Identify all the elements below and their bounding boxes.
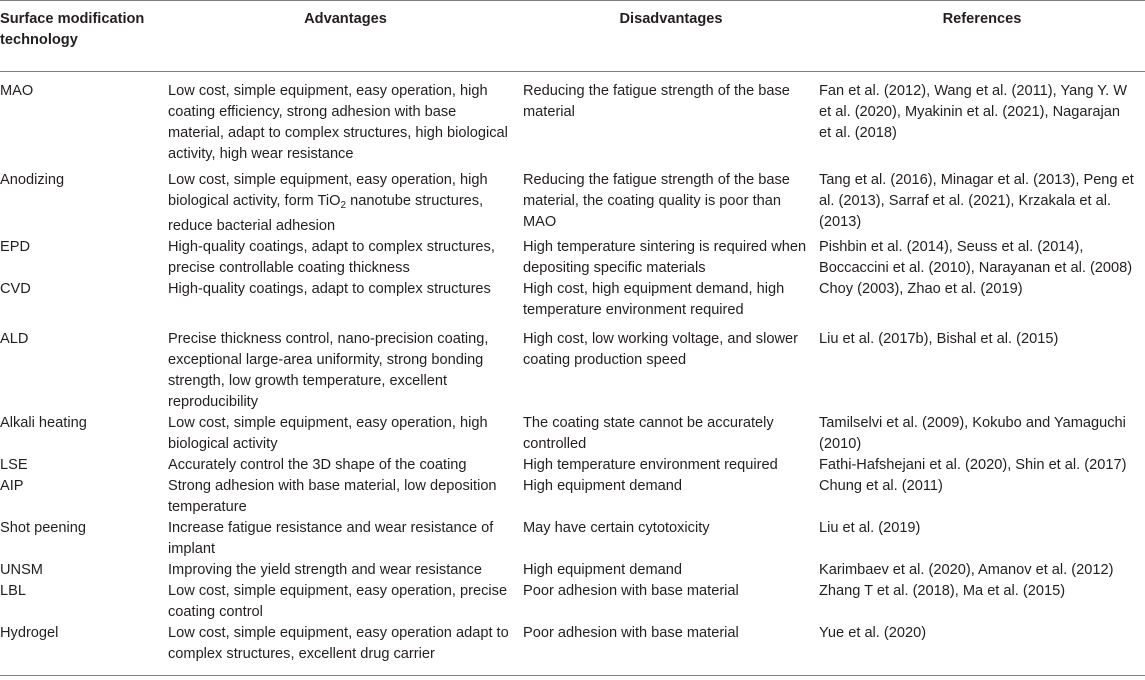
cell-references: Pishbin et al. (2014), Seuss et al. (2014), Boccaccini et al. (2010), Narayanan et al. (2008) [819, 238, 1133, 276]
cell-advantages: Low cost, simple equipment, easy operation, high biological activity [168, 414, 488, 452]
cell-disadvantages: High cost, high equipment demand, high temperature environment required [523, 280, 785, 318]
table-row [0, 237, 1145, 279]
cell-technology: EPD [0, 238, 31, 255]
cell-advantages: High-quality coatings, adapt to complex structures, precise controllable coating thickness [168, 238, 495, 276]
header-references: References [942, 11, 1022, 27]
cell-references: Tang et al. (2016), Minagar et al. (2013), Peng et al. (2013), Sarraf et al. (2021), Krzakala et al. (2013) [819, 171, 1134, 230]
cell-references: Yue et al. (2020) [819, 624, 927, 641]
table-row [0, 518, 1145, 560]
cell-disadvantages: High cost, low working voltage, and slower coating production speed [523, 330, 798, 368]
table-row [0, 72, 1145, 170]
header-disadvantages: Disadvantages [619, 11, 723, 27]
cell-technology: ALD [0, 330, 29, 347]
cell-references: Fathi-Hafshejani et al. (2020), Shin et al. (2017) [819, 456, 1127, 473]
cell-disadvantages: High equipment demand [523, 477, 683, 494]
cell-advantages: Low cost, simple equipment, easy operation adapt to complex structures, excellent drug carrier [168, 624, 509, 662]
cell-advantages: Precise thickness control, nano-precision coating, exceptional large-area uniformity, strong bonding strength, low growth temperature, excellent reproducibility [168, 330, 489, 410]
table-row [0, 581, 1145, 623]
table-body [0, 72, 1145, 676]
cell-technology: Shot peening [0, 519, 87, 536]
cell-technology: Alkali heating [0, 414, 87, 431]
cell-advantages: High-quality coatings, adapt to complex structures [168, 280, 491, 297]
cell-references: Fan et al. (2012), Wang et al. (2011), Yang Y. W et al. (2020), Myakinin et al. (2021), Nagarajan et al. (2018) [819, 83, 1127, 141]
header-row [0, 1, 1145, 72]
cell-technology: MAO [0, 83, 34, 99]
header-technology: Surface modification technology [0, 11, 145, 48]
table-row [0, 455, 1145, 476]
cell-advantages: Accurately control the 3D shape of the coating [168, 456, 467, 473]
cell-references: Zhang T et al. (2018), Ma et al. (2015) [819, 582, 1066, 599]
table-row [0, 279, 1145, 321]
cell-references: Chung et al. (2011) [819, 477, 943, 494]
table-row [0, 170, 1145, 237]
cell-advantages: Low cost, simple equipment, easy operation, precise coating control [168, 582, 508, 620]
cell-advantages: Improving the yield strength and wear resistance [168, 561, 482, 578]
cell-disadvantages: The coating state cannot be accurately controlled [523, 414, 774, 452]
cell-advantages: Increase fatigue resistance and wear resistance of implant [168, 519, 494, 557]
cell-advantages: Low cost, simple equipment, easy operation, high coating efficiency, strong adhesion with base material, adapt to complex structures, high biological activity, high wear resistance [168, 83, 508, 162]
cell-disadvantages: Poor adhesion with base material [523, 582, 739, 599]
cell-disadvantages: May have certain cytotoxicity [523, 519, 710, 536]
cell-advantages [168, 170, 523, 237]
cell-technology: LSE [0, 456, 28, 473]
table-row [0, 560, 1145, 581]
header-advantages: Advantages [304, 11, 387, 27]
cell-disadvantages: High temperature environment required [523, 456, 778, 473]
table-row [0, 321, 1145, 413]
cell-technology: UNSM [0, 561, 43, 578]
cell-disadvantages: High temperature sintering is required when depositing specific materials [523, 238, 807, 276]
cell-disadvantages: Reducing the fatigue strength of the base material [523, 83, 790, 120]
advantages-text-end: nanotube structures, reduce bacterial adhesion [168, 192, 484, 234]
advantages-text-start: Low cost, simple equipment, easy operation, high biological activity, form TiO [168, 171, 488, 209]
table-header [0, 1, 1145, 72]
cell-references: Choy (2003), Zhao et al. (2019) [819, 280, 1023, 297]
table-row [0, 413, 1145, 455]
cell-technology: LBL [0, 582, 26, 599]
cell-references: Liu et al. (2019) [819, 519, 921, 536]
cell-technology: Hydrogel [0, 624, 59, 641]
subscript-two: 2 [340, 199, 347, 211]
cell-advantages: Strong adhesion with base material, low deposition temperature [168, 477, 497, 515]
cell-references: Karimbaev et al. (2020), Amanov et al. (2012) [819, 561, 1114, 578]
cell-technology: AIP [0, 477, 24, 494]
table-row [0, 623, 1145, 676]
cell-technology: CVD [0, 280, 31, 297]
table-row [0, 476, 1145, 518]
cell-disadvantages: Poor adhesion with base material [523, 624, 739, 641]
cell-disadvantages: High equipment demand [523, 561, 683, 578]
cell-disadvantages: Reducing the fatigue strength of the base material, the coating quality is poor than MAO [523, 171, 790, 230]
cell-references: Tamilselvi et al. (2009), Kokubo and Yamaguchi (2010) [819, 414, 1126, 452]
cell-references: Liu et al. (2017b), Bishal et al. (2015) [819, 330, 1059, 347]
cell-technology: Anodizing [0, 171, 65, 188]
